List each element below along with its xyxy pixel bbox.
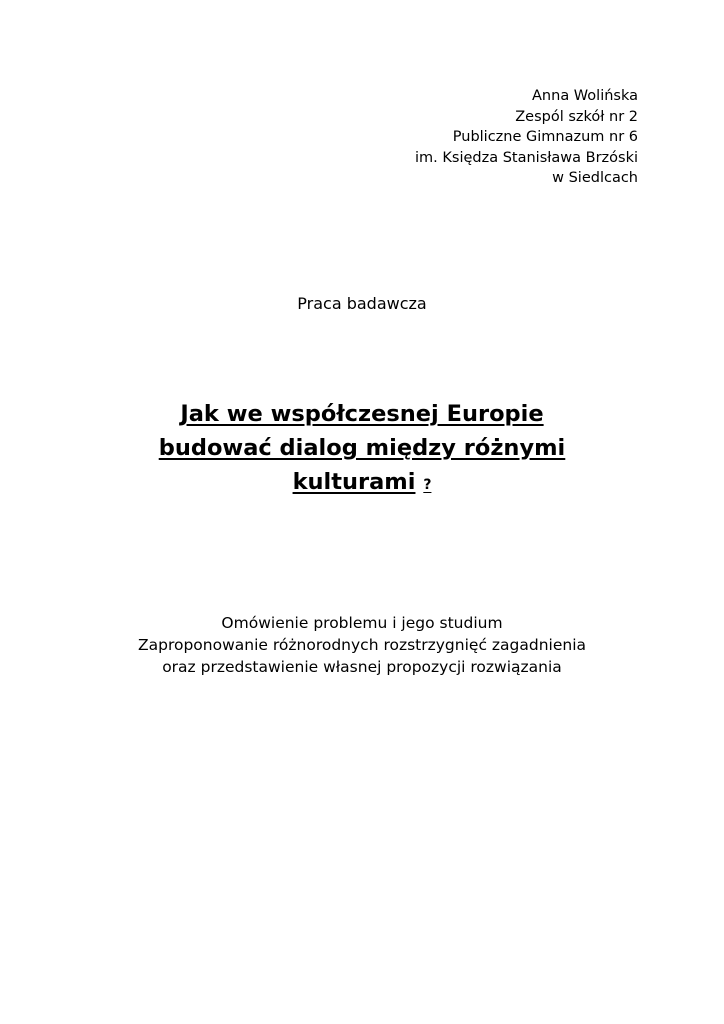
school-city: w Siedlcach [552,170,638,186]
subtitle-line-1: Omówienie problemu i jego studium [221,614,503,632]
document-type: Praca badawcza [297,294,427,313]
subtitle-block [0,612,724,678]
author-info [415,86,638,189]
subtitle-line-2: Zaproponowanie różnorodnych rozstrzygnięć zagadnienia [138,636,586,654]
subtitle-line-3: oraz przedstawienie własnej propozycji rozwiązania [162,658,562,676]
main-title [0,397,724,502]
title-line-1: Jak we współczesnej Europie [180,401,544,427]
title-question-mark: ? [423,477,432,493]
author-name: Anna Wolińska [532,88,638,104]
gymnasium-name: Publiczne Gimnazum nr 6 [452,129,638,145]
school-name: Zespól szkół nr 2 [515,108,638,125]
title-line-2: budować dialog między różnymi [158,435,566,461]
school-patron: im. Księdza Stanisława Brzóski [415,149,638,166]
title-line-3: kulturami [292,469,416,495]
